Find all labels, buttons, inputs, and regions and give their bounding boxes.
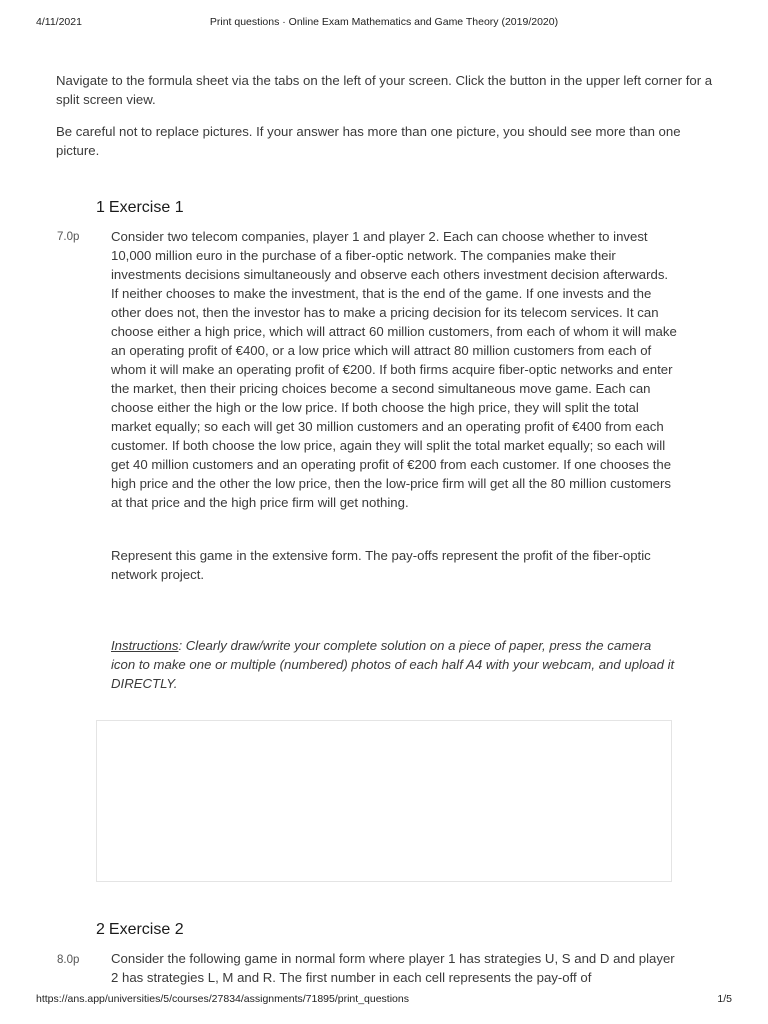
intro-pictures-warning: Be careful not to replace pictures. If your answer has more than one picture, you should see more than one picture.: [56, 124, 681, 158]
intro-formula-sheet: Navigate to the formula sheet via the tabs on the left of your screen. Click the button in the upper left corner for a split screen view.: [56, 73, 713, 107]
exercise-2-question: Consider the following game in normal form where player 1 has strategies U, S and D and player 2 has strategies L, M and R. The first number in each cell represents the pay-off of: [111, 951, 675, 985]
exercise-1-instructions: [111, 636, 677, 693]
exercise-1-points: 7.0p: [57, 231, 80, 243]
exercise-1-task: Represent this game in the extensive form. The pay-offs represent the profit of the fiber-optic network project.: [111, 548, 651, 582]
print-title: Print questions · Online Exam Mathematics and Game Theory (2019/2020): [209, 16, 559, 28]
exercise-1-answer-box[interactable]: [96, 720, 672, 882]
exercise-1-question: Consider two telecom companies, player 1 and player 2. Each can choose whether to invest 10,000 million euro in the purchase of a fiber-optic network. The companies make their investments decisions simultaneously and observe each others investment decision afterwards. If neither chooses to make the investment, that is the end of the game. If one invests and the other does not, then the investor has to make a pricing decision for its telecom services. It can choose either a high price, which will attract 60 million customers, from each of whom it will make an operating profit of €400, or a low price which will attract 80 million customers from each of whom it will make an operating profit of €200. If both firms acquire fiber-optic networks and enter the market, then their pricing choices become a second simultaneous move game. Each can choose either the high or the low price. If both choose the high price, they will split the total market equally; so each will get 30 million customers and an operating profit of €400 from each customer. If both choose the low price, again they will split the total market equally; so each will get 40 million customers and an operating profit of €200 from each customer. If one chooses the high price and the other the low price, then the low-price firm will get all the 80 million customers at that price and the high price firm will get nothing.: [111, 229, 677, 510]
exercise-2-points: 8.0p: [57, 954, 80, 966]
print-date: 4/11/2021: [36, 16, 82, 28]
exercise-2-number: 2: [96, 921, 105, 938]
exercise-1-heading: [96, 199, 184, 217]
exercise-2-title: Exercise 2: [108, 921, 184, 938]
page-number: 1/5: [717, 993, 732, 1005]
print-url: https://ans.app/universities/5/courses/27834/assignments/71895/print_questions: [36, 993, 409, 1005]
exercise-2-heading: [96, 921, 184, 939]
exercise-1-number: 1: [96, 199, 105, 216]
print-header: [0, 16, 768, 30]
exercise-1-title: Exercise 1: [108, 199, 184, 216]
instructions-text: : Clearly draw/write your complete solution on a piece of paper, press the camera icon to make one or multiple (numbered) photos of each half A4 with your webcam, and upload it DIRECTLY.: [111, 638, 675, 691]
print-footer: [0, 993, 768, 1007]
instructions-label: Instructions: [111, 638, 179, 653]
